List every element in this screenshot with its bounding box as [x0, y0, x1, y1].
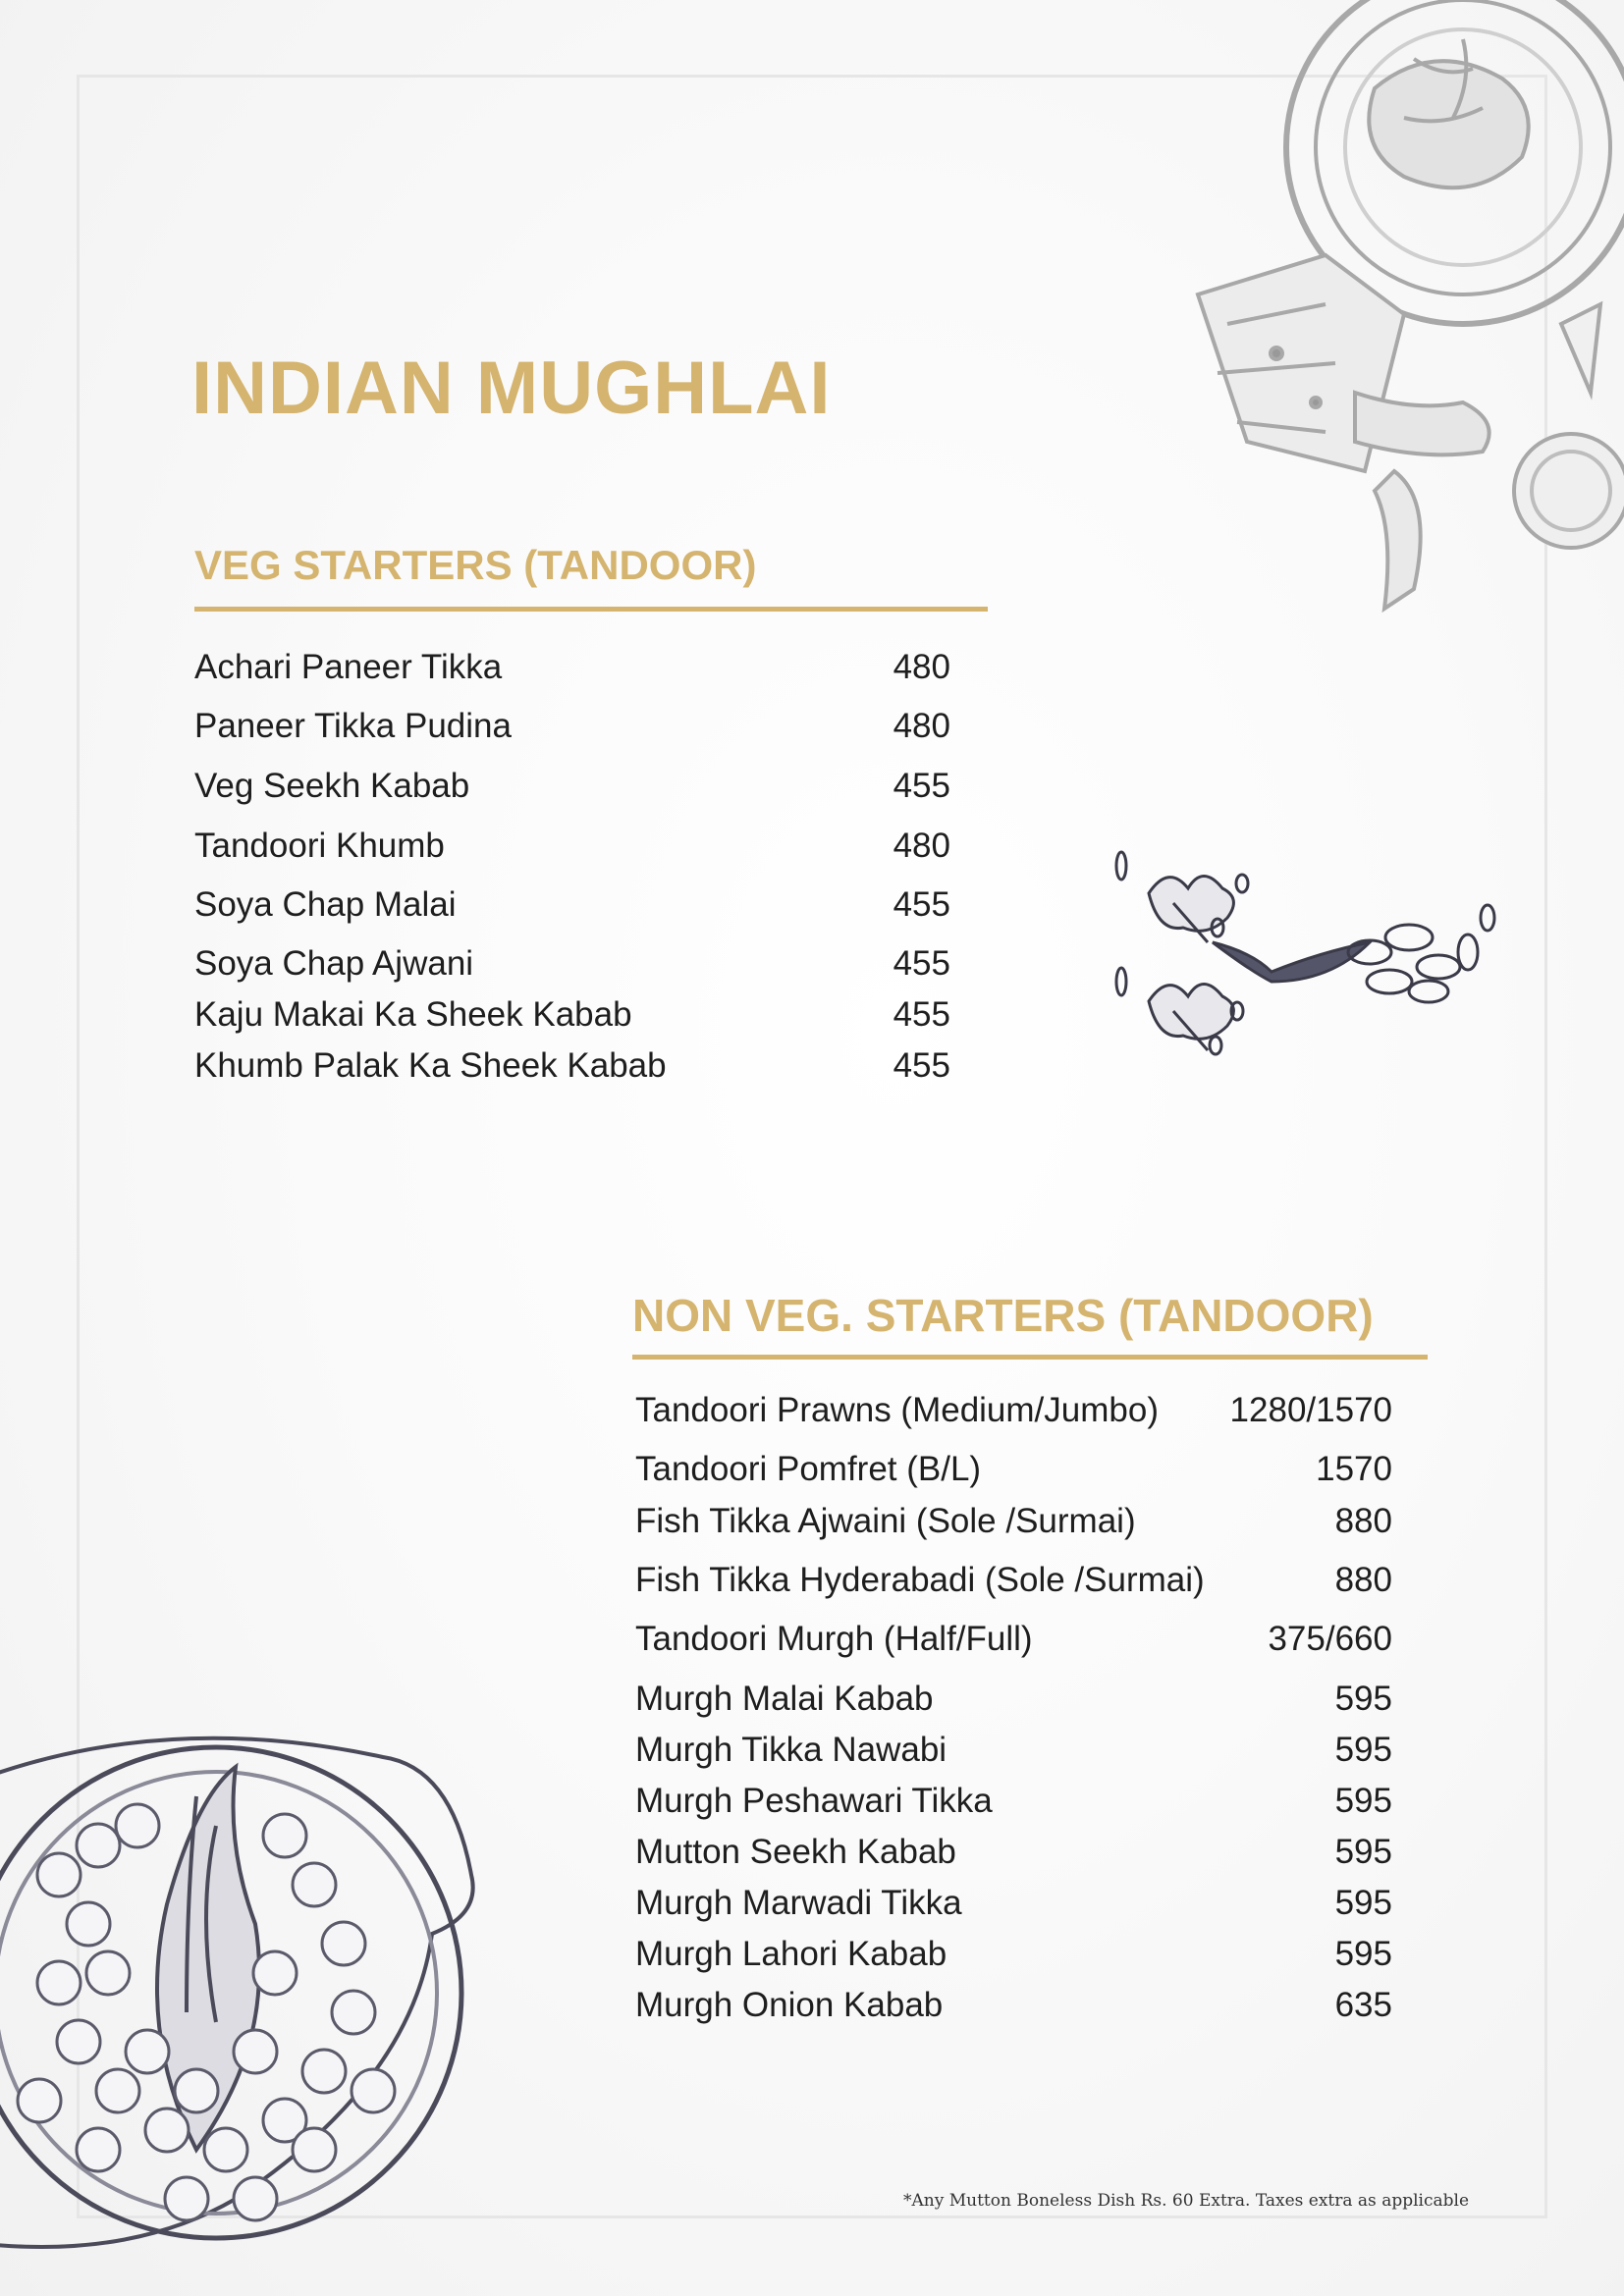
- veg-starter-item-price: 455: [893, 995, 950, 1034]
- nonveg-starter-item-name: Tandoori Prawns (Medium/Jumbo): [635, 1391, 1159, 1429]
- nonveg-starter-item-name: Murgh Marwadi Tikka: [635, 1884, 962, 1922]
- nonveg-starters-heading: NON VEG. STARTERS (TANDOOR): [632, 1290, 1374, 1341]
- veg-starters-divider: [194, 607, 988, 612]
- nonveg-starter-item-price: 595: [1334, 1884, 1392, 1922]
- veg-starter-item-name: Veg Seekh Kabab: [194, 767, 470, 805]
- nonveg-starter-item-name: Mutton Seekh Kabab: [635, 1833, 956, 1871]
- nonveg-starter-item-price: 595: [1334, 1833, 1392, 1871]
- nonveg-starters-divider: [632, 1355, 1428, 1360]
- nonveg-starter-item-price: 635: [1334, 1986, 1392, 2024]
- veg-starter-item-price: 480: [893, 648, 950, 686]
- nonveg-starter-item-name: Fish Tikka Ajwaini (Sole /Surmai): [635, 1502, 1136, 1540]
- nonveg-starter-item-price: 595: [1334, 1782, 1392, 1820]
- veg-starter-item-name: Achari Paneer Tikka: [194, 648, 503, 686]
- nonveg-starter-item-name: Murgh Malai Kabab: [635, 1680, 934, 1718]
- nonveg-starter-item-price: 880: [1334, 1502, 1392, 1540]
- nonveg-starter-item-name: Tandoori Murgh (Half/Full): [635, 1620, 1033, 1658]
- veg-starter-item-name: Kaju Makai Ka Sheek Kabab: [194, 995, 632, 1034]
- nonveg-starter-item-price: 375/660: [1268, 1620, 1392, 1658]
- nonveg-starter-item-price: 1570: [1316, 1450, 1392, 1488]
- veg-starter-item-name: Soya Chap Malai: [194, 885, 457, 924]
- veg-starters-heading: VEG STARTERS (TANDOOR): [194, 542, 757, 588]
- veg-starter-item-name: Paneer Tikka Pudina: [194, 707, 512, 745]
- page-title: INDIAN MUGHLAI: [191, 347, 832, 430]
- veg-starter-item-price: 480: [893, 707, 950, 745]
- chickpea-curry-bowl-sketch: [0, 1679, 530, 2296]
- nonveg-starter-item-price: 595: [1334, 1731, 1392, 1769]
- nonveg-starter-item-name: Murgh Onion Kabab: [635, 1986, 944, 2024]
- nonveg-starter-item-price: 880: [1334, 1561, 1392, 1599]
- veg-starter-item-name: Khumb Palak Ka Sheek Kabab: [194, 1046, 667, 1085]
- nonveg-starter-item-name: Murgh Peshawari Tikka: [635, 1782, 993, 1820]
- veg-starter-item-price: 455: [893, 1046, 950, 1085]
- food-platter-sketch: [1168, 0, 1624, 638]
- veg-starter-item-price: 455: [893, 767, 950, 805]
- nonveg-starter-item-name: Murgh Tikka Nawabi: [635, 1731, 947, 1769]
- veg-starter-item-name: Tandoori Khumb: [194, 827, 445, 865]
- veg-starter-item-name: Soya Chap Ajwani: [194, 944, 474, 983]
- nonveg-starter-item-name: Murgh Lahori Kabab: [635, 1935, 947, 1973]
- nonveg-starter-item-name: Fish Tikka Hyderabadi (Sole /Surmai): [635, 1561, 1205, 1599]
- veg-starter-item-price: 455: [893, 885, 950, 924]
- nonveg-starter-item-price: 595: [1334, 1935, 1392, 1973]
- veg-starter-item-price: 480: [893, 827, 950, 865]
- veg-starter-item-price: 455: [893, 944, 950, 983]
- nonveg-starter-item-price: 1280/1570: [1229, 1391, 1392, 1429]
- nonveg-starter-item-name: Tandoori Pomfret (B/L): [635, 1450, 982, 1488]
- footnote: *Any Mutton Boneless Dish Rs. 60 Extra. Taxes extra as applicable: [903, 2191, 1469, 2211]
- nonveg-starter-item-price: 595: [1334, 1680, 1392, 1718]
- herbs-chili-beans-sketch: [1100, 834, 1512, 1080]
